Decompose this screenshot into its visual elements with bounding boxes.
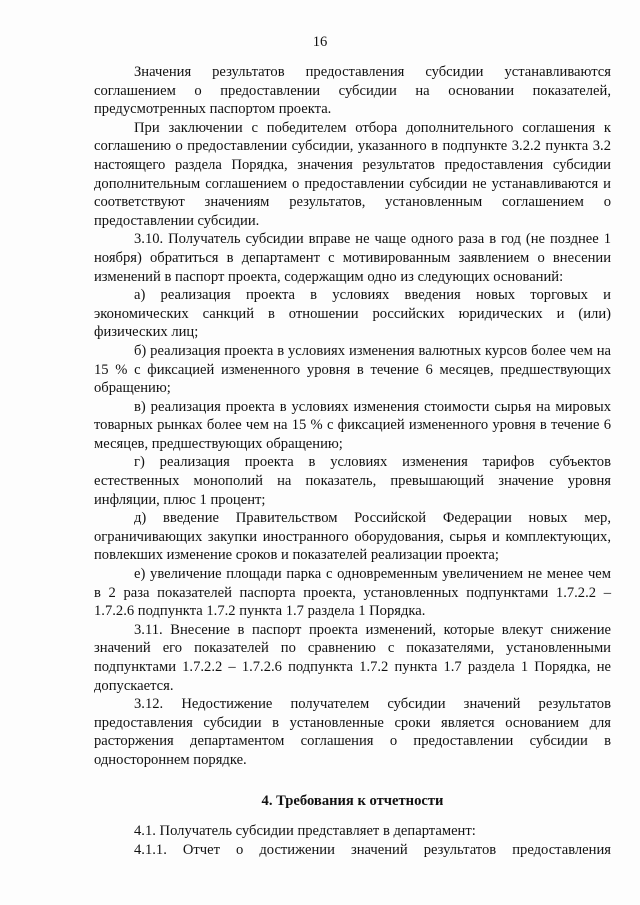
list-item-b: б) реализация проекта в условиях изменения валютных курсов более чем на 15 % с фиксацией измененного уровня в течение 6 месяцев, предшествующих обращению; (94, 342, 611, 397)
paragraph-3-10: 3.10. Получатель субсидии вправе не чаще одного раза в год (не позднее 1 ноября) обратиться в департамент с мотивированным заявлением о внесении изменений в паспорт проекта, содержащим одно из следующих оснований: (94, 231, 611, 285)
list-item-e: е) увеличение площади парка с одновременным увеличением не менее чем в 2 раза показателей паспорта проекта, установленных подпунктами 1.7.2.2 – 1.7.2.6 подпункта 1.7.2 пункта 1.7 раздела 1 Порядка. (94, 566, 611, 620)
list-item-g: г) реализация проекта в условиях изменения тарифов субъектов естественных монополий на показатель, превышающий значение уровня инфляции, плюс 1 процент; (94, 454, 611, 508)
section-4-heading: 4. Требования к отчетности (261, 792, 444, 809)
list-item-a: а) реализация проекта в условиях введения новых торговых и экономических санкций в отношении российских юридических и (или) физических лиц; (94, 287, 611, 341)
paragraph-4-1-1: 4.1.1. Отчет о достижении значений результатов предоставления (134, 841, 611, 858)
paragraph-3-12: 3.12. Недостижение получателем субсидии значений результатов предоставления субсидии в установленные сроки является основанием для расторжения департаментом соглашения о предоставлении субсидии в одностороннем порядке. (94, 696, 611, 768)
list-item-v: в) реализация проекта в условиях изменения стоимости сырья на мировых товарных рынках более чем на 15 % с фиксацией измененного уровня в течение 6 месяцев, предшествующих обращению; (94, 398, 611, 452)
page-number: 16 (312, 34, 328, 50)
paragraph-additional-agreement: При заключении с победителем отбора дополнительного соглашения к соглашению о предоставлении субсидии, указанного в подпункте 3.2.2 пункта 3.2 настоящего раздела Порядка, значения результатов предоставления субсидии дополнительным соглашением о предоставлении субсидии не устанавливаются и соответствуют значениям результатов, установленным соглашением о предоставлении субсидии. (94, 119, 611, 229)
list-item-d: д) введение Правительством Российской Федерации новых мер, ограничивающих закупки иностранного оборудования, сырья и комплектующих, повлекших изменение сроков и показателей реализации проекта; (94, 510, 611, 564)
document-body (94, 63, 611, 859)
paragraph-4-1: 4.1. Получатель субсидии представляет в департамент: (134, 823, 476, 840)
paragraph-3-11: 3.11. Внесение в паспорт проекта изменений, которые влекут снижение значений его показателей по сравнению с показателями, установленными подпунктами 1.7.2.2 – 1.7.2.6 подпункта 1.7.2 пункта 1.7 раздела 1 Порядка, не допускается. (94, 621, 611, 694)
paragraph-results-values: Значения результатов предоставления субсидии устанавливаются соглашением о предоставлении субсидии на основании показателей, предусмотренных паспортом проекта. (94, 64, 611, 118)
